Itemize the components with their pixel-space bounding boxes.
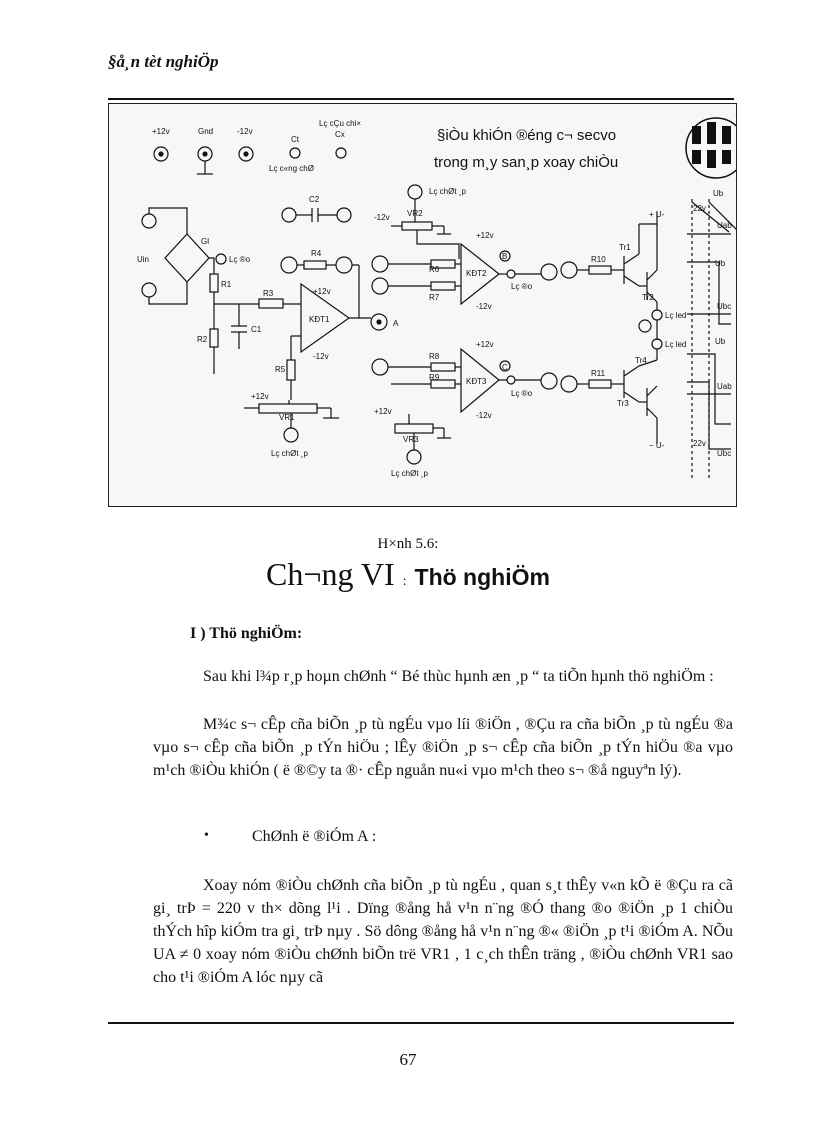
label-22v-bottom: 22v: [693, 439, 706, 448]
label-r10: R10: [591, 255, 606, 264]
figure-title-line1: §iÒu khiÓn ®éng c¬ secvo: [437, 127, 617, 144]
paragraph-setup: M¾c s¬ cÊp cña biÕn ¸p tù ngÉu vµo líi ®iÖn , ®Çu ra cña biÕn ¸p tù ngÉu ®a vµo s¬ cÊp cña biÕn ¸p tÝn hiÖu ; lÊy ®iÖn ¸p s¬ cÊp cña biÕn ¸p tÝn hiÖu ®a vµo m¹ch ®iÒu khiÓn ( ë ®©y ta ®· cÊp nguån nu«i vµo m¹ch theo s¬ ®å nguyªn lý).: [153, 716, 733, 779]
label-op2-minus12: -12v: [476, 302, 492, 311]
label-lo-cong-chi: Lç c«ng chØ: [269, 164, 314, 173]
figure-title-line2: trong m¸y san¸p xoay chiÒu: [434, 154, 619, 171]
label-vr1: VR1: [279, 413, 295, 422]
label-ubc-2: Ubc: [717, 449, 732, 458]
label-out-c: C: [502, 363, 508, 372]
label-lo-chinh-ap-top: Lç chØt ¸p: [429, 187, 466, 196]
label-22v-top: 22v: [693, 204, 706, 213]
label-plus12: +12v: [152, 127, 170, 136]
label-cx: Cx: [335, 130, 345, 139]
paragraph-adjust: Xoay nóm ®iÒu chØnh cña biÕn ¸p tù ngÉu , quan s¸t thÊy v«n kÕ ë ®Çu ra cã gi¸ trÞ = 220 v th× dõng l¹i . Dïng ®ång hå v¹n n¨ng ®Ó thang ®o ®iÖn ¸p 1 chiÒu thÝch hîp kiÓm tra gi¸ trÞ nµy . Sö dông ®ång hå v¹n n¨ng ®« ®iÖn ¸p t¹i ®iÓm A. NÕu UA ≠ 0 xoay nóm ®iÒu chØnh biÕn trë VR1 , 1 c¸ch thÊn träng , ®iÒu chØnh VR1 sao cho t¹i ®iÓm A lóc nµy cã: [153, 877, 733, 986]
label-ub-2: Ub: [715, 259, 726, 268]
label-vr2-minus12: -12v: [374, 213, 390, 222]
label-r6: R6: [429, 265, 440, 274]
circuit-diagram: [109, 104, 736, 506]
figure-caption: H×nh 5.6:: [377, 536, 439, 552]
label-lo-led-1: Lç led: [665, 311, 687, 320]
label-uab-2: Uab: [717, 382, 732, 391]
label-op2: KĐT2: [466, 269, 487, 278]
label-lo-cau-chi: Lç cÇu chi×: [319, 119, 362, 128]
label-c2: C2: [309, 195, 320, 204]
label-r11: R11: [591, 369, 606, 378]
label-op3-plus12: +12v: [476, 340, 494, 349]
label-ub-3: Ub: [715, 337, 726, 346]
logo-mark: [686, 118, 736, 178]
label-tr1: Tr1: [619, 243, 631, 252]
label-ct: Ct: [291, 135, 299, 144]
label-vr3-plus12: +12v: [374, 407, 392, 416]
label-ubc: Ubc: [717, 302, 732, 311]
chapter-heading: [0, 556, 816, 593]
chapter-title: Thö nghiÖm: [414, 564, 550, 590]
label-plus-u: + U-: [649, 210, 665, 219]
label-lo-do: Lç ®o: [229, 255, 251, 264]
label-r5: R5: [275, 365, 286, 374]
label-vr2: VR2: [407, 209, 423, 218]
label-minus12: -12v: [237, 127, 253, 136]
chapter-colon: :: [402, 574, 407, 589]
label-op3: KĐT3: [466, 377, 487, 386]
label-uin: Uin: [137, 255, 150, 264]
label-op2-plus12: +12v: [476, 231, 494, 240]
label-r1: R1: [221, 280, 232, 289]
label-r8: R8: [429, 352, 440, 361]
footer-rule: [108, 1022, 734, 1024]
label-tr4: Tr4: [635, 356, 647, 365]
label-op1-plus12: +12v: [313, 287, 331, 296]
bullet-marker: •: [204, 828, 209, 843]
label-tr2: Tr2: [642, 293, 654, 302]
page-number: 67: [399, 1050, 417, 1069]
label-r4: R4: [311, 249, 322, 258]
paragraph-intro: Sau khi l¾p r¸p hoµn chØnh “ Bé thùc hµnh æn ¸p “ ta tiÕn hµnh thö nghiÖm :: [203, 668, 714, 685]
label-op1-minus12: -12v: [313, 352, 329, 361]
label-c1: C1: [251, 325, 262, 334]
label-r9: R9: [429, 373, 440, 382]
label-ub-top: Ub: [713, 189, 724, 198]
label-lo-do-c: Lç ®o: [511, 389, 533, 398]
bullet-heading: ChØnh ë ®iÓm A :: [252, 828, 377, 845]
label-vr3: VR3: [403, 435, 419, 444]
label-r7: R7: [429, 293, 440, 302]
label-vr1-plus12: +12v: [251, 392, 269, 401]
label-out-a: A: [393, 319, 399, 328]
header-title: §å¸n tèt nghiÖp: [108, 52, 219, 71]
label-gnd: Gnd: [198, 127, 214, 136]
label-uab: Uab: [717, 221, 732, 230]
label-lo-led-2: Lç led: [665, 340, 687, 349]
header-rule: [108, 98, 734, 100]
label-op3-minus12: -12v: [476, 411, 492, 420]
label-op1: KĐT1: [309, 315, 330, 324]
label-out-b: B: [502, 252, 508, 261]
circuit-figure: [108, 103, 737, 507]
label-gl: Gl: [201, 237, 209, 246]
chapter-number: VI: [360, 556, 395, 592]
chapter-word: Ch¬ng: [266, 556, 354, 592]
label-tr3: Tr3: [617, 399, 629, 408]
section-heading: I ) Thö nghiÖm:: [190, 625, 303, 642]
label-lo-chinh-ap-vr1: Lç chØt ¸p: [271, 449, 308, 458]
label-r3: R3: [263, 289, 274, 298]
label-r2: R2: [197, 335, 208, 344]
label-lo-do-b: Lç ®o: [511, 282, 533, 291]
label-minus-u: − U-: [649, 441, 665, 450]
label-lo-chinh-ap-vr3: Lç chØt ¸p: [391, 469, 428, 478]
